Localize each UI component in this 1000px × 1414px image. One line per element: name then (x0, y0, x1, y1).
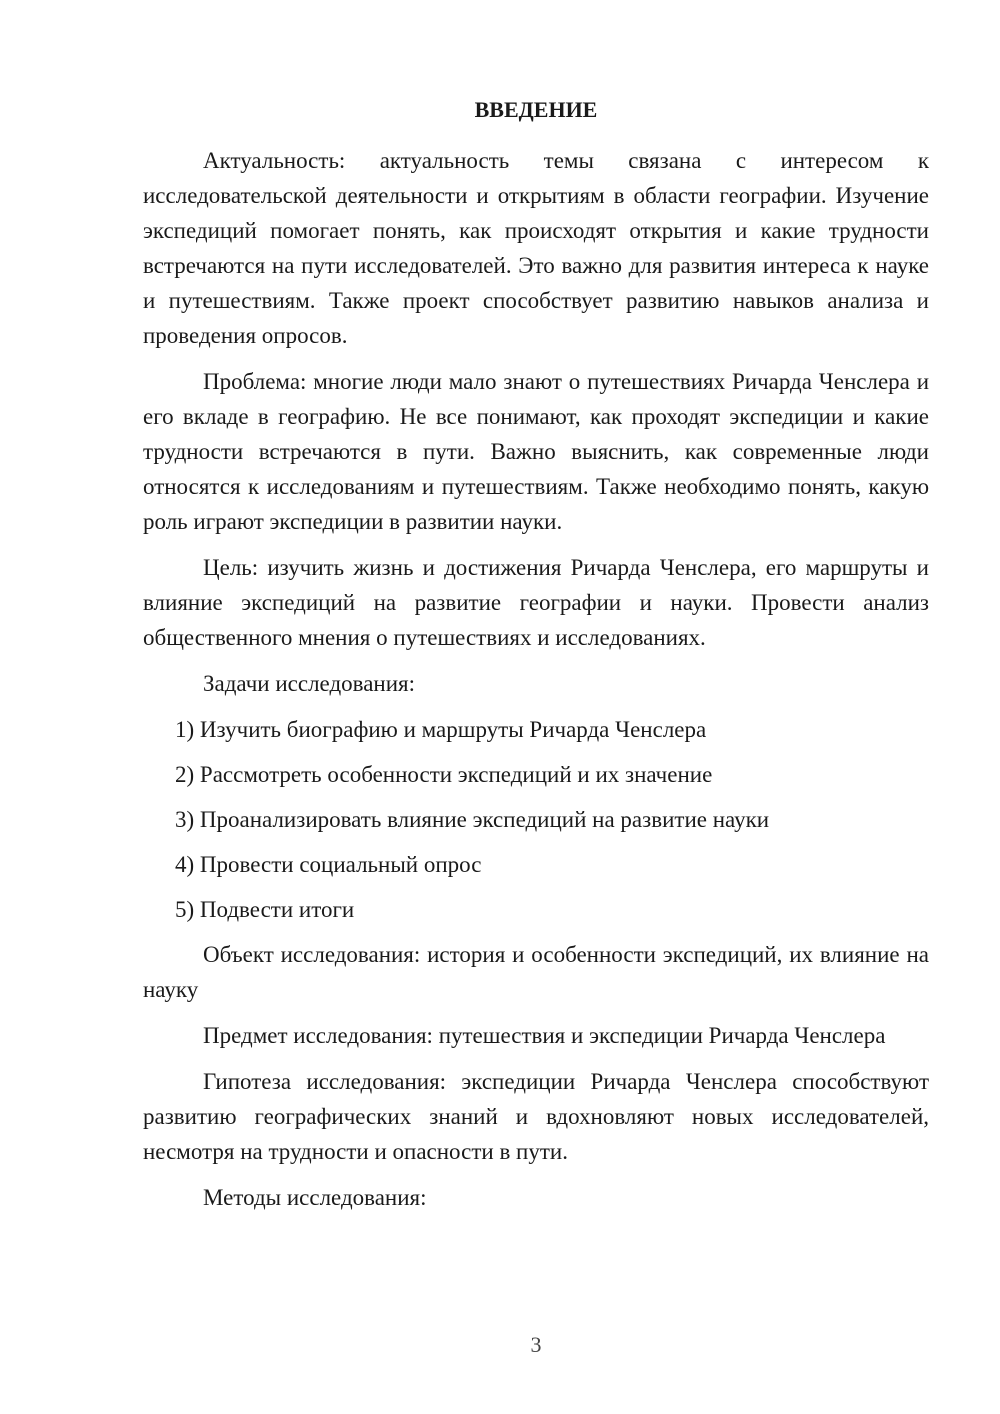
list-item: 4) Провести социальный опрос (175, 852, 482, 877)
paragraph-relevance: Актуальность: актуальность темы связана с интересом к исследовательской деятельности и открытиям в области географии. Изучение экспедиций помогает понять, как происходят открытия и какие трудности встречаются на пути исследователей. Это важно для развития интереса к науке и путешествиям. Также проект способствует развитию навыков анализа и проведения опросов. (143, 148, 929, 348)
list-item: 3) Проанализировать влияние экспедиций на развитие науки (175, 807, 770, 832)
paragraph-object: Объект исследования: история и особенности экспедиций, их влияние на науку (143, 942, 929, 1002)
page-number: 3 (530, 1332, 542, 1357)
paragraph-subject: Предмет исследования: путешествия и экспедиции Ричарда Ченслера (203, 1023, 886, 1048)
list-item: 2) Рассмотреть особенности экспедиций и их значение (175, 762, 713, 787)
tasks-list (143, 712, 929, 927)
paragraph-hypothesis: Гипотеза исследования: экспедиции Ричарда Ченслера способствуют развитию географических знаний и вдохновляют новых исследователей, несмотря на трудности и опасности в пути. (143, 1069, 929, 1164)
section-title: ВВЕДЕНИЕ (474, 97, 598, 122)
paragraph-problem: Проблема: многие люди мало знают о путешествиях Ричарда Ченслера и его вкладе в географию. Не все понимают, как проходят экспедиции и какие трудности встречаются в пути. Важно выяснить, как современные люди относятся к исследованиям и путешествиям. Также необходимо понять, какую роль играют экспедиции в развитии науки. (143, 369, 929, 534)
list-item: 1) Изучить биографию и маршруты Ричарда Ченслера (175, 717, 707, 742)
list-item: 5) Подвести итоги (175, 897, 355, 922)
page-content (143, 94, 929, 1226)
tasks-heading: Задачи исследования: (203, 671, 416, 696)
paragraph-goal: Цель: изучить жизнь и достижения Ричарда Ченслера, его маршруты и влияние экспедиций на развитие географии и науки. Провести анализ общественного мнения о путешествиях и исследованиях. (143, 555, 929, 650)
methods-heading: Методы исследования: (203, 1185, 427, 1210)
